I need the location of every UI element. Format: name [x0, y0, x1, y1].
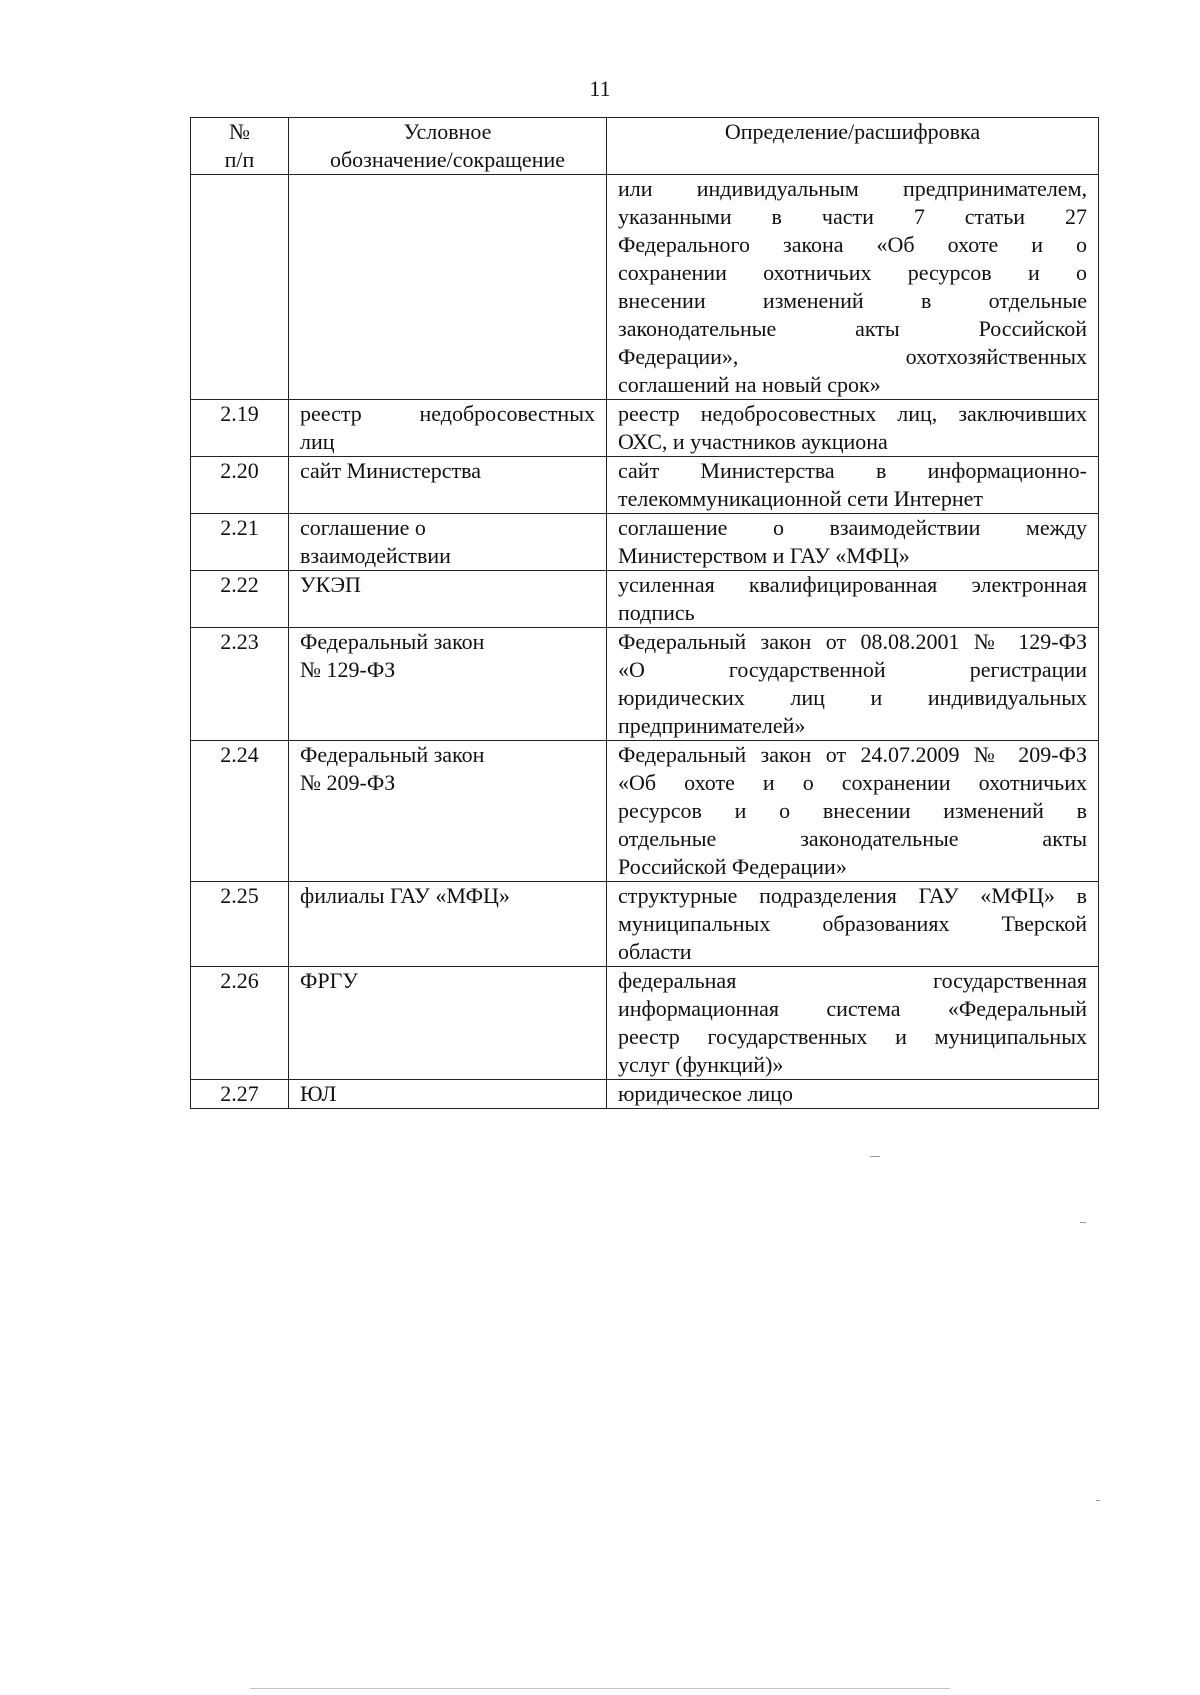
- row-abbreviation-cell: [289, 400, 607, 457]
- abbreviation-line: филиалы ГАУ «МФЦ»: [300, 883, 510, 908]
- abbreviation-line: № 129-ФЗ: [300, 657, 396, 682]
- scan-speck: [870, 1156, 880, 1157]
- definition-line: Российской Федерации»: [618, 854, 847, 879]
- row-abbreviation-cell: [289, 1080, 607, 1109]
- row-abbreviation-cell: [289, 457, 607, 514]
- definition-line: Федеральный закон от 08.08.2001 № 129-ФЗ: [618, 629, 1087, 654]
- table-row: [191, 571, 1099, 628]
- definition-line: соглашение о взаимодействии между: [618, 515, 1087, 540]
- row-number-cell: 2.25: [191, 882, 289, 967]
- row-number-cell: 2.19: [191, 400, 289, 457]
- continuation-num-cell: [191, 175, 289, 400]
- row-abbreviation-cell: [289, 628, 607, 741]
- definition-line: юридических лиц и индивидуальных: [618, 685, 1087, 710]
- definition-line: услуг (функций)»: [618, 1052, 784, 1077]
- table-row: [191, 1080, 1099, 1109]
- definition-line: области: [618, 939, 692, 964]
- abbreviation-line: УКЭП: [300, 572, 361, 597]
- definition-line: «О государственной регистрации: [618, 657, 1087, 682]
- row-abbreviation-cell: [289, 741, 607, 882]
- definitions-table: [190, 117, 1099, 1109]
- row-definition-cell: [607, 882, 1099, 967]
- abbreviation-line: реестр недобросовестных: [300, 401, 595, 426]
- definition-line: структурные подразделения ГАУ «МФЦ» в: [618, 883, 1087, 908]
- row-definition-cell: [607, 741, 1099, 882]
- table-row: [191, 967, 1099, 1080]
- definition-line: сайт Министерства в информационно-: [618, 458, 1087, 483]
- table-row: [191, 741, 1099, 882]
- row-number-cell: 2.27: [191, 1080, 289, 1109]
- abbreviation-line: сайт Министерства: [300, 458, 481, 483]
- table-row: [191, 457, 1099, 514]
- abbreviation-line: ФРГУ: [300, 968, 358, 993]
- table-row: [191, 882, 1099, 967]
- header-num-line-1: №: [229, 119, 250, 144]
- table-row: [191, 514, 1099, 571]
- definition-line: подпись: [618, 600, 695, 625]
- row-abbreviation-cell: [289, 967, 607, 1080]
- scan-speck: [1096, 1500, 1100, 1501]
- header-num-line-2: п/п: [224, 147, 255, 172]
- def-line: указанными в части 7 статьи 27: [618, 204, 1087, 229]
- row-number-cell: 2.22: [191, 571, 289, 628]
- page-number: 11: [589, 76, 611, 101]
- definition-line: Министерством и ГАУ «МФЦ»: [618, 543, 910, 568]
- row-number-cell: 2.24: [191, 741, 289, 882]
- header-abbr-cell: [289, 118, 607, 175]
- header-row: [191, 118, 1099, 175]
- row-abbreviation-cell: [289, 514, 607, 571]
- header-abbr-line-1: Условное: [403, 119, 492, 144]
- row-definition-cell: [607, 628, 1099, 741]
- definition-line: федеральная государственная: [618, 968, 1087, 993]
- definition-line: реестр государственных и муниципальных: [618, 1024, 1087, 1049]
- row-definition-cell: [607, 514, 1099, 571]
- abbreviation-line: ЮЛ: [300, 1081, 337, 1106]
- table-row: [191, 400, 1099, 457]
- def-line: сохранении охотничьих ресурсов и о: [618, 260, 1087, 285]
- table-header: [191, 118, 1099, 175]
- row-definition-cell: [607, 400, 1099, 457]
- definition-line: «Об охоте и о сохранении охотничьих: [618, 770, 1087, 795]
- continuation-abbr-cell: [289, 175, 607, 400]
- definition-line: Федеральный закон от 24.07.2009 № 209-ФЗ: [618, 742, 1087, 767]
- header-abbr-line-2: обозначение/сокращение: [329, 147, 566, 172]
- definition-line: телекоммуникационной сети Интернет: [618, 486, 984, 511]
- header-def-line-1: Определение/расшифровка: [724, 119, 981, 144]
- row-number-cell: 2.26: [191, 967, 289, 1080]
- abbreviation-line: соглашение о: [300, 515, 426, 540]
- abbreviation-line: № 209-ФЗ: [300, 770, 396, 795]
- definition-line: отдельные законодательные акты: [618, 826, 1087, 851]
- continuation-def-cell: [607, 175, 1099, 400]
- def-line: Федерации», охотхозяйственных: [618, 344, 1087, 369]
- abbreviation-line: лиц: [300, 429, 335, 454]
- definition-line: ресурсов и о внесении изменений в: [618, 798, 1087, 823]
- row-definition-cell: [607, 967, 1099, 1080]
- row-number-cell: 2.20: [191, 457, 289, 514]
- row-definition-cell: [607, 457, 1099, 514]
- definition-line: реестр недобросовестных лиц, заключивших: [618, 401, 1087, 426]
- def-line: соглашений на новый срок»: [618, 372, 881, 397]
- row-definition-cell: [607, 571, 1099, 628]
- row-definition-cell: [607, 1080, 1099, 1109]
- table-body: [191, 175, 1099, 1109]
- row-abbreviation-cell: [289, 571, 607, 628]
- definition-line: усиленная квалифицированная электронная: [618, 572, 1087, 597]
- continuation-row: [191, 175, 1099, 400]
- def-line: Федерального закона «Об охоте и о: [618, 232, 1087, 257]
- header-def-cell: [607, 118, 1099, 175]
- definition-line: информационная система «Федеральный: [618, 996, 1087, 1021]
- def-line: или индивидуальным предпринимателем,: [618, 176, 1087, 201]
- definition-line: юридическое лицо: [618, 1081, 793, 1106]
- row-number-cell: 2.21: [191, 514, 289, 571]
- definition-line: ОХС, и участников аукциона: [618, 429, 888, 454]
- abbreviation-line: Федеральный закон: [300, 629, 485, 654]
- abbreviation-line: взаимодействии: [300, 543, 451, 568]
- def-line: внесении изменений в отдельные: [618, 288, 1087, 313]
- scan-speck: [1080, 1222, 1086, 1223]
- scan-speck: [250, 1688, 950, 1689]
- definition-line: муниципальных образованиях Тверской: [618, 911, 1087, 936]
- row-abbreviation-cell: [289, 882, 607, 967]
- header-num-cell: [191, 118, 289, 175]
- def-line: законодательные акты Российской: [618, 316, 1087, 341]
- row-number-cell: 2.23: [191, 628, 289, 741]
- table-row: [191, 628, 1099, 741]
- abbreviation-line: Федеральный закон: [300, 742, 485, 767]
- definition-line: предпринимателей»: [618, 713, 806, 738]
